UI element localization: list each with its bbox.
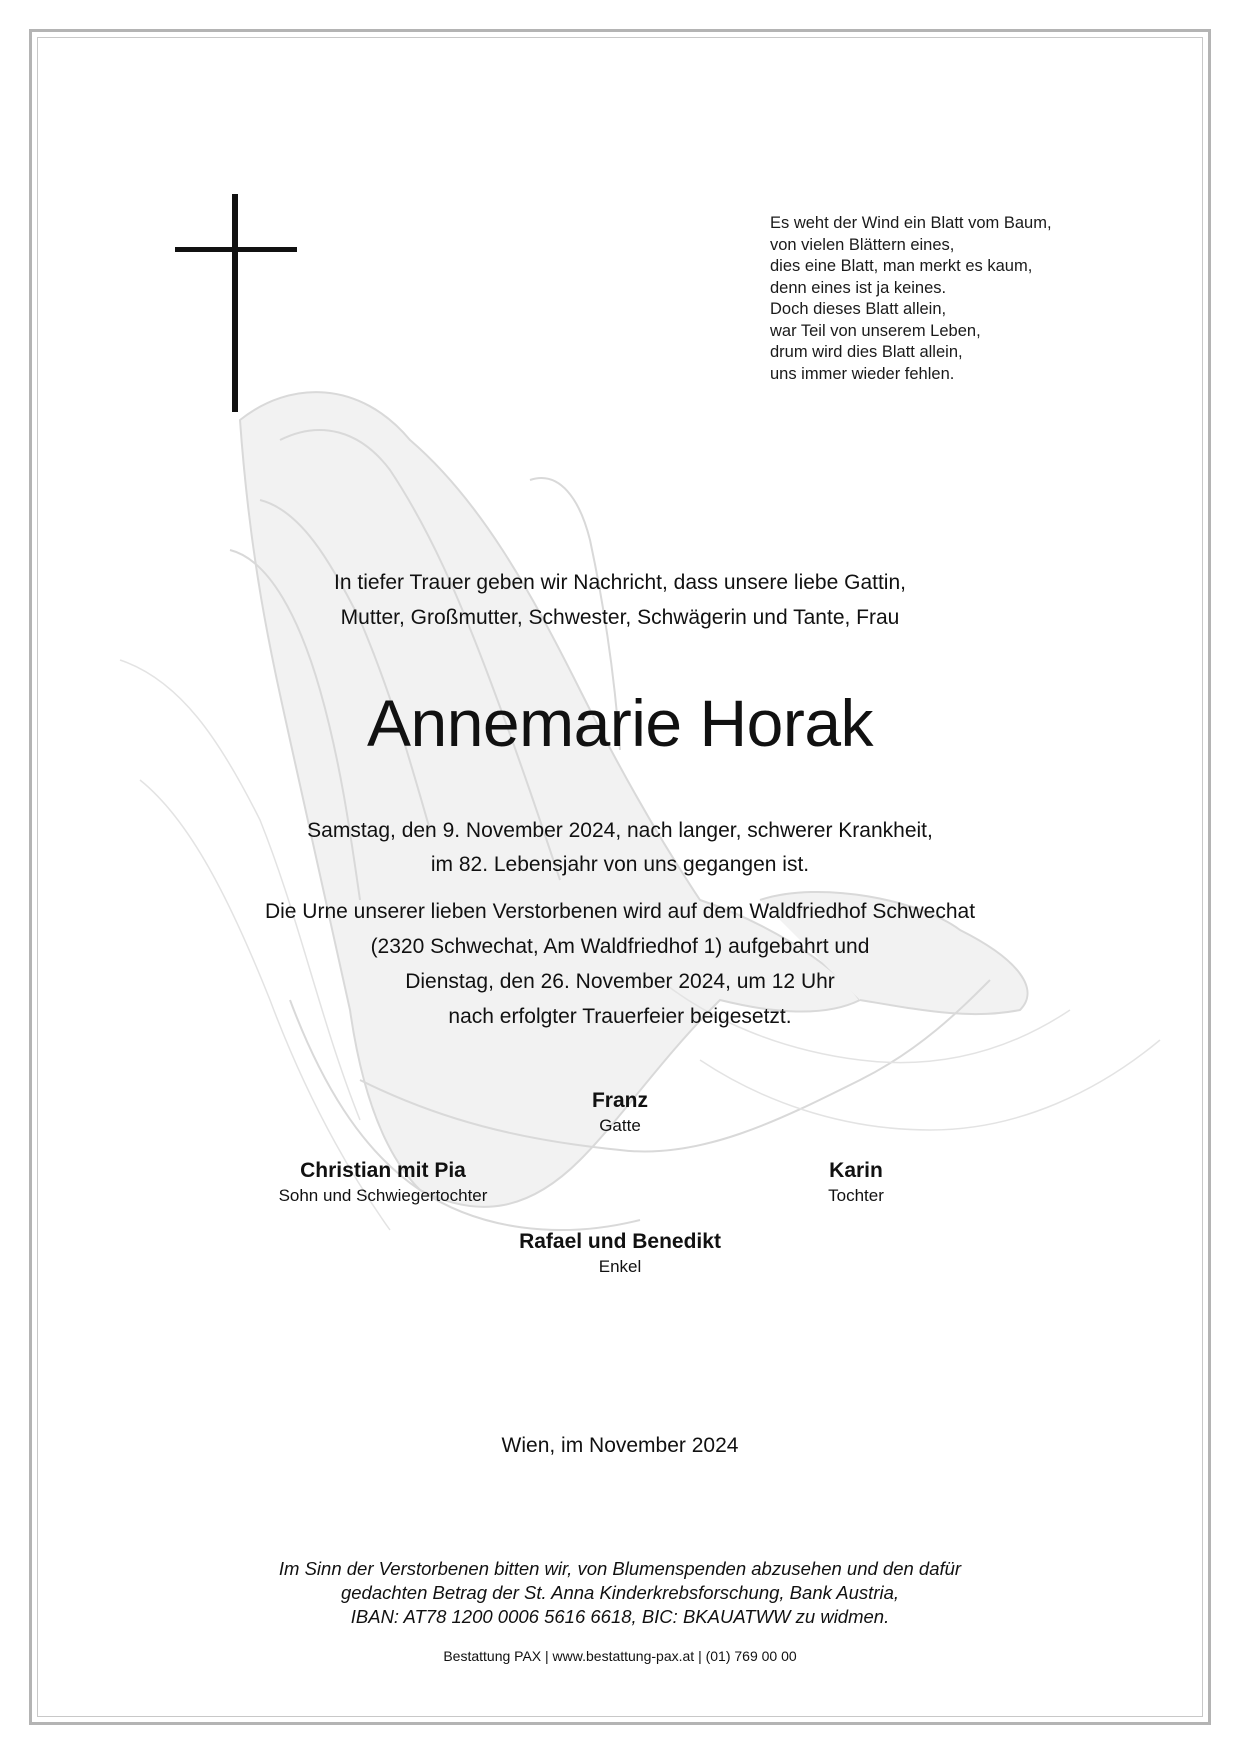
- cross-icon: [175, 194, 297, 412]
- burial-line: Die Urne unserer lieben Verstorbenen wird auf dem Waldfriedhof Schwechat: [264, 900, 976, 923]
- mourner-relation: Gatte: [599, 1116, 641, 1135]
- poem: [770, 213, 1100, 385]
- poem-line: denn eines ist ja keines.: [770, 278, 947, 297]
- place-date: Wien, im November 2024: [501, 1434, 739, 1457]
- mourner-name: Rafael und Benedikt: [519, 1230, 721, 1253]
- burial-line: (2320 Schwechat, Am Waldfriedhof 1) aufgebahrt und: [370, 935, 870, 958]
- poem-line: drum wird dies Blatt allein,: [770, 343, 963, 361]
- intro-line: In tiefer Trauer geben wir Nachricht, dass unsere liebe Gattin,: [334, 571, 906, 594]
- intro-line: Mutter, Großmutter, Schwester, Schwägerin und Tante, Frau: [340, 606, 900, 629]
- mourner-name: Franz: [591, 1089, 648, 1112]
- mourner-rafael-benedikt: [420, 1229, 820, 1279]
- note-line: gedachten Betrag der St. Anna Kinderkrebsforschung, Bank Austria,: [340, 1582, 900, 1603]
- mourner-name: Karin: [829, 1159, 883, 1182]
- death-line: im 82. Lebensjahr von uns gegangen ist.: [430, 853, 810, 876]
- burial-line: Dienstag, den 26. November 2024, um 12 Uhr: [405, 970, 835, 993]
- deceased-name: Annemarie Horak: [366, 686, 874, 760]
- note-line: IBAN: AT78 1200 0006 5616 6618, BIC: BKAUATWW zu widmen.: [350, 1606, 890, 1627]
- mourner-christian-pia: [183, 1158, 583, 1208]
- note-line: Im Sinn der Verstorbenen bitten wir, von Blumenspenden abzusehen und den dafür: [278, 1558, 962, 1579]
- mourner-relation: Enkel: [598, 1257, 642, 1276]
- poem-line: uns immer wieder fehlen.: [770, 364, 955, 383]
- poem-line: dies eine Blatt, man merkt es kaum,: [770, 257, 1033, 275]
- burial-details: [0, 894, 1240, 1034]
- funeral-home-footer: Bestattung PAX | www.bestattung-pax.at | (01) 769 00 00: [443, 1648, 797, 1664]
- announcement-intro: [0, 565, 1240, 635]
- poem-line: von vielen Blättern eines,: [770, 235, 955, 254]
- mourner-franz: [420, 1088, 820, 1138]
- burial-line: nach erfolgter Trauerfeier beigesetzt.: [448, 1005, 792, 1028]
- death-details: [0, 814, 1240, 882]
- poem-line: war Teil von unserem Leben,: [770, 321, 981, 340]
- mourner-karin: [656, 1158, 1056, 1208]
- poem-line: Es weht der Wind ein Blatt vom Baum,: [770, 214, 1052, 232]
- poem-line: Doch dieses Blatt allein,: [770, 300, 947, 318]
- donation-note: [0, 1557, 1240, 1629]
- death-line: Samstag, den 9. November 2024, nach langer, schwerer Krankheit,: [307, 819, 933, 842]
- mourner-relation: Sohn und Schwiegertochter: [278, 1186, 488, 1205]
- mourner-name: Christian mit Pia: [300, 1159, 466, 1182]
- mourner-relation: Tochter: [828, 1186, 884, 1205]
